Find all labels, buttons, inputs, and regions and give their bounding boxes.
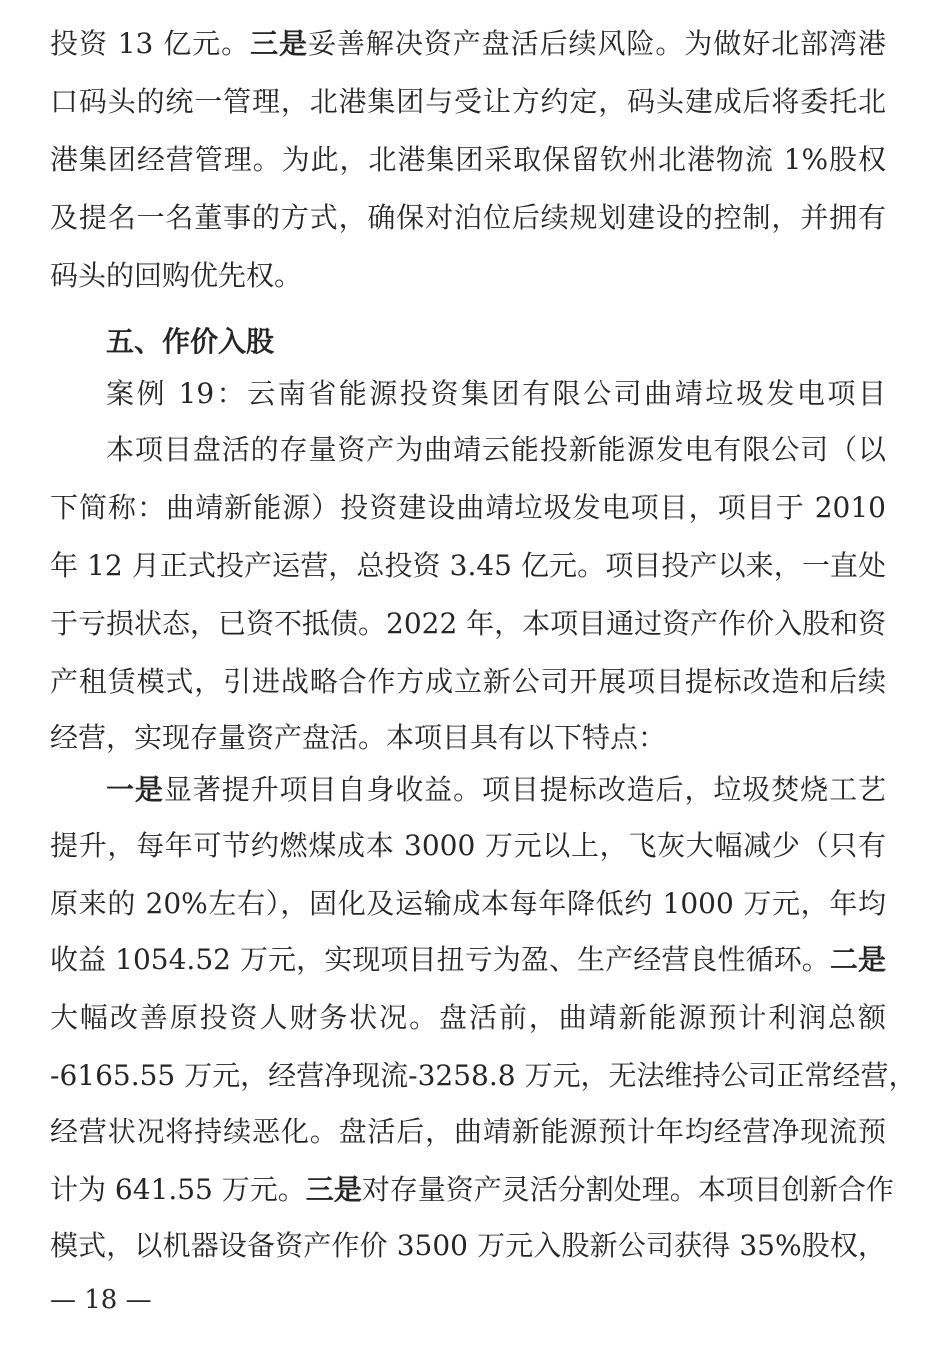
case-title: 案例 19：云南省能源投资集团有限公司曲靖垃圾发电项目 — [106, 377, 886, 410]
text-line — [50, 22, 886, 66]
page-number: — 18 — — [50, 1285, 152, 1315]
text-line: 口码头的统一管理，北港集团与受让方约定，码头建成后将委托北 — [50, 85, 886, 118]
text-line: 模式，以机器设备资产作价 3500 万元入股新公司获得 35%股权， — [50, 1229, 886, 1262]
text-run: 投资 13 亿元。 — [50, 27, 251, 60]
text-run: 收益 1054.52 万元，实现项目扭亏为盈、生产经营良性循环。 — [50, 943, 830, 976]
text-run: 对存量资产灵活分割处理。本项目创新合作 — [361, 1173, 894, 1206]
text-line: 本项目盘活的存量资产为曲靖云能投新能源发电有限公司（以 — [106, 433, 886, 466]
text-line: 码头的回购优先权。 — [50, 259, 303, 292]
text-line: 经营状况将持续恶化。盘活后，曲靖新能源预计年均经营净现流预 — [50, 1115, 886, 1148]
emphasis-text: 三是 — [250, 27, 308, 60]
text-line — [50, 1168, 894, 1212]
text-line: 年 12 月正式投产运营，总投资 3.45 亿元。项目投产以来，一直处 — [50, 549, 886, 582]
text-line: 产租赁模式，引进战略合作方成立新公司开展项目提标改造和后续 — [50, 665, 886, 698]
text-run: 计为 641.55 万元。 — [50, 1173, 306, 1206]
text-line: 大幅改善原投资人财务状况。盘活前，曲靖新能源预计利润总额 — [50, 1001, 886, 1034]
text-run: 显著提升项目自身收益。项目提标改造后，垃圾焚烧工艺 — [163, 773, 886, 806]
text-line: 原来的 20%左右），固化及运输成本每年降低约 1000 万元，年均 — [50, 887, 886, 920]
text-line — [106, 768, 886, 812]
text-line: 提升，每年可节约燃煤成本 3000 万元以上，飞灰大幅减少（只有 — [50, 829, 886, 862]
text-line — [50, 938, 886, 982]
section-heading: 五、作价入股 — [106, 325, 275, 358]
text-line: 于亏损状态，已资不抵债。2022 年，本项目通过资产作价入股和资 — [50, 607, 887, 640]
text-line: 及提名一名董事的方式，确保对泊位后续规划建设的控制，并拥有 — [50, 201, 886, 234]
text-line: 港集团经营管理。为此，北港集团采取保留钦州北港物流 1%股权 — [50, 143, 886, 176]
emphasis-text: 一是 — [106, 773, 164, 806]
emphasis-text: 三是 — [305, 1173, 362, 1206]
text-line: 经营，实现存量资产盘活。本项目具有以下特点： — [50, 721, 667, 754]
text-line: -6165.55 万元，经营净现流-3258.8 万元，无法维持公司正常经营， — [50, 1059, 917, 1092]
text-run: 妥善解决资产盘活后续风险。为做好北部湾港 — [307, 27, 886, 60]
emphasis-text: 二是 — [829, 943, 886, 976]
text-line: 下简称：曲靖新能源）投资建设曲靖垃圾发电项目，项目于 2010 — [50, 491, 886, 524]
